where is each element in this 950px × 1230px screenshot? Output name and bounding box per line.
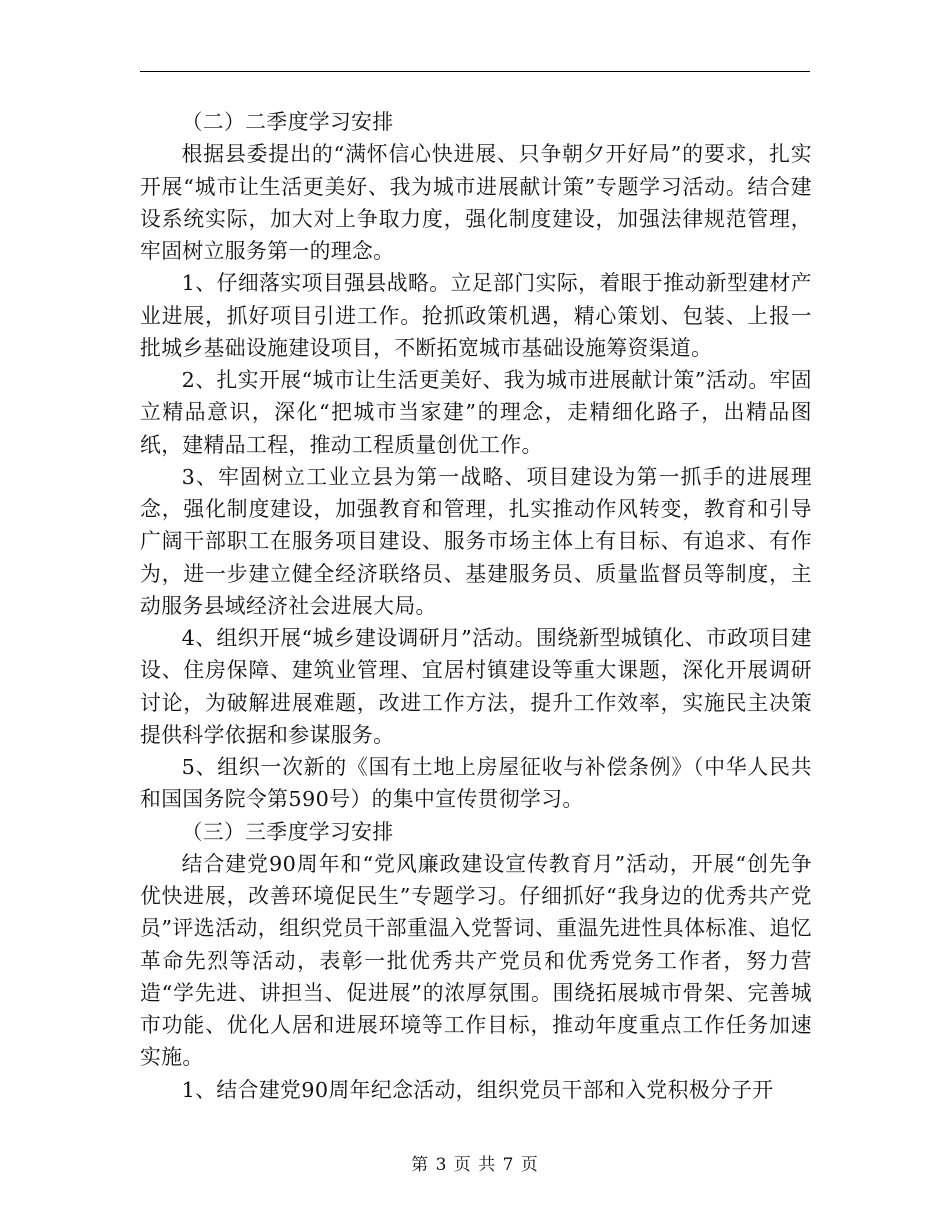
list-item-paragraph: 5、组织一次新的《国有土地上房屋征收与补偿条例》（中华人民共和国国务院令第590号）的集中宣传贯彻学习。 bbox=[140, 755, 812, 812]
paragraph: 根据县委提出的“满怀信心快进展、只争朝夕开好局”的要求，扎实开展“城市让生活更美好、我为城市进展献计策”专题学习活动。结合建设系统实际，加大对上争取力度，强化制度建设，加强法律规范管理，牢固树立服务第一的理念。 bbox=[140, 142, 812, 263]
document-body bbox=[140, 106, 812, 1106]
section-heading-q2: （二）二季度学习安排 bbox=[181, 110, 394, 134]
list-item-paragraph: 2、扎实开展“城市让生活更美好、我为城市进展献计策”活动。牢固立精品意识，深化“把城市当家建”的理念，走精细化路子，出精品图纸，建精品工程，推动工程质量创优工作。 bbox=[140, 368, 812, 457]
list-item-paragraph: 4、组织开展“城乡建设调研月”活动。围绕新型城镇化、市政项目建设、住房保障、建筑业管理、宜居村镇建设等重大课题，深化开展调研讨论，为破解进展难题，改进工作方法，提升工作效率，实施民主决策提供科学依据和参谋服务。 bbox=[140, 626, 812, 747]
header-rule bbox=[140, 71, 810, 72]
paragraph: 结合建党90周年和“党风廉政建设宣传教育月”活动，开展“创先争优快进展，改善环境促民生”专题学习。仔细抓好“我身边的优秀共产党员”评选活动，组织党员干部重温入党誓词、重温先进性具体标准、追忆革命先烈等活动，表彰一批优秀共产党员和优秀党务工作者，努力营造“学先进、讲担当、促进展”的浓厚氛围。围绕拓展城市骨架、完善城市功能、优化人居和进展环境等工作目标，推动年度重点工作任务加速实施。 bbox=[140, 851, 812, 1070]
list-item-paragraph: 1、结合建党90周年纪念活动，组织党员干部和入党积极分子开 bbox=[181, 1077, 774, 1102]
page-number-footer: 第 3 页 共 7 页 bbox=[411, 1155, 539, 1175]
list-item-paragraph: 1、仔细落实项目强县战略。立足部门实际，着眼于推动新型建材产业进展，抓好项目引进工作。抢抓政策机遇，精心策划、包装、上报一批城乡基础设施建设项目，不断拓宽城市基础设施筹资渠道。 bbox=[140, 271, 812, 360]
list-item-paragraph: 3、牢固树立工业立县为第一战略、项目建设为第一抓手的进展理念，强化制度建设，加强教育和管理，扎实推动作风转变，教育和引导广阔干部职工在服务项目建设、服务市场主体上有目标、有追求、有作为，进一步建立健全经济联络员、基建服务员、质量监督员等制度，主动服务县域经济社会进展大局。 bbox=[140, 464, 812, 618]
section-heading-q3: （三）三季度学习安排 bbox=[181, 819, 394, 844]
